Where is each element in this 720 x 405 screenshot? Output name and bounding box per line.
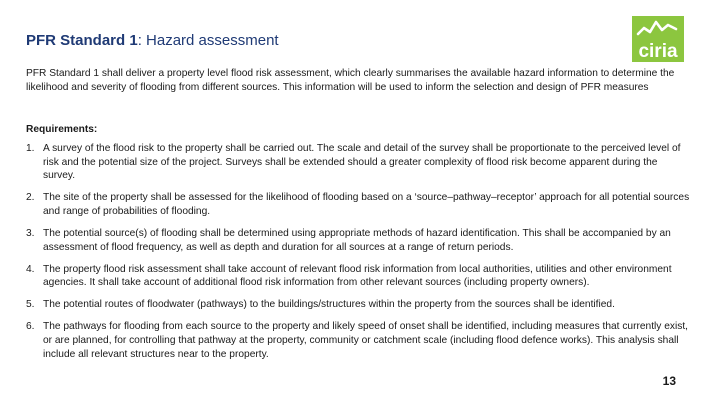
- item-number: 1.: [26, 143, 35, 154]
- item-text: The pathways for flooding from each source to the property and likely speed of onset shall be identified, including measures that currently exist, or are planned, for controlling that pathway at the property, community or catchment scale (including flood defence works). This analysis shall include all relevant structures near to the property.: [43, 321, 688, 360]
- item-text: The site of the property shall be assessed for the likelihood of flooding based on a ‘source–pathway–receptor’ approach for all potential sources and range of probabilities of flooding.: [43, 192, 690, 217]
- item-text: The property flood risk assessment shall take account of relevant flood risk information from local authorities, utilities and other environment agencies. It shall take account of additional flood risk information from other relevant sources (including property owners).: [43, 263, 672, 289]
- item-text: The potential source(s) of flooding shall be determined using appropriate methods of hazard identification. This shall be accompanied by an assessment of flood frequency, as well as depth and duration for all sources at a range of return periods.: [43, 227, 671, 253]
- requirements-list: [26, 142, 690, 370]
- item-number: 6.: [26, 321, 35, 333]
- list-item: [26, 320, 690, 361]
- page-title: [26, 32, 279, 49]
- ciria-logo-icon: [632, 16, 684, 62]
- list-item: [26, 227, 690, 254]
- logo-text: ciria: [638, 41, 678, 62]
- list-item: [26, 191, 690, 218]
- list-item: [26, 298, 690, 312]
- title-standard: PFR Standard 1: [26, 32, 138, 49]
- item-text: A survey of the flood risk to the property shall be carried out. The scale and detail of the survey shall be proportionate to the perceived level of risk and the potential size of the project. Surveys shall be extended should a greater complexity of flood risk become apparent during the survey.: [43, 143, 681, 182]
- list-item: [26, 263, 690, 290]
- title-subject: : Hazard assessment: [137, 32, 279, 49]
- item-number: 3.: [26, 227, 35, 239]
- item-text: The potential routes of floodwater (pathways) to the buildings/structures within the property from the sources shall be identified.: [43, 299, 615, 311]
- ciria-logo: [632, 16, 684, 62]
- item-number: 5.: [26, 299, 35, 311]
- intro-paragraph: PFR Standard 1 shall deliver a property level flood risk assessment, which clearly summarises the available hazard information to determine the likelihood and severity of flooding from different sources. This information will be used to inform the selection and design of PFR measures: [26, 68, 675, 93]
- list-item: [26, 142, 690, 183]
- item-number: 4.: [26, 263, 35, 275]
- page-number: 13: [662, 374, 676, 388]
- requirements-heading: Requirements:: [26, 124, 98, 135]
- item-number: 2.: [26, 192, 35, 204]
